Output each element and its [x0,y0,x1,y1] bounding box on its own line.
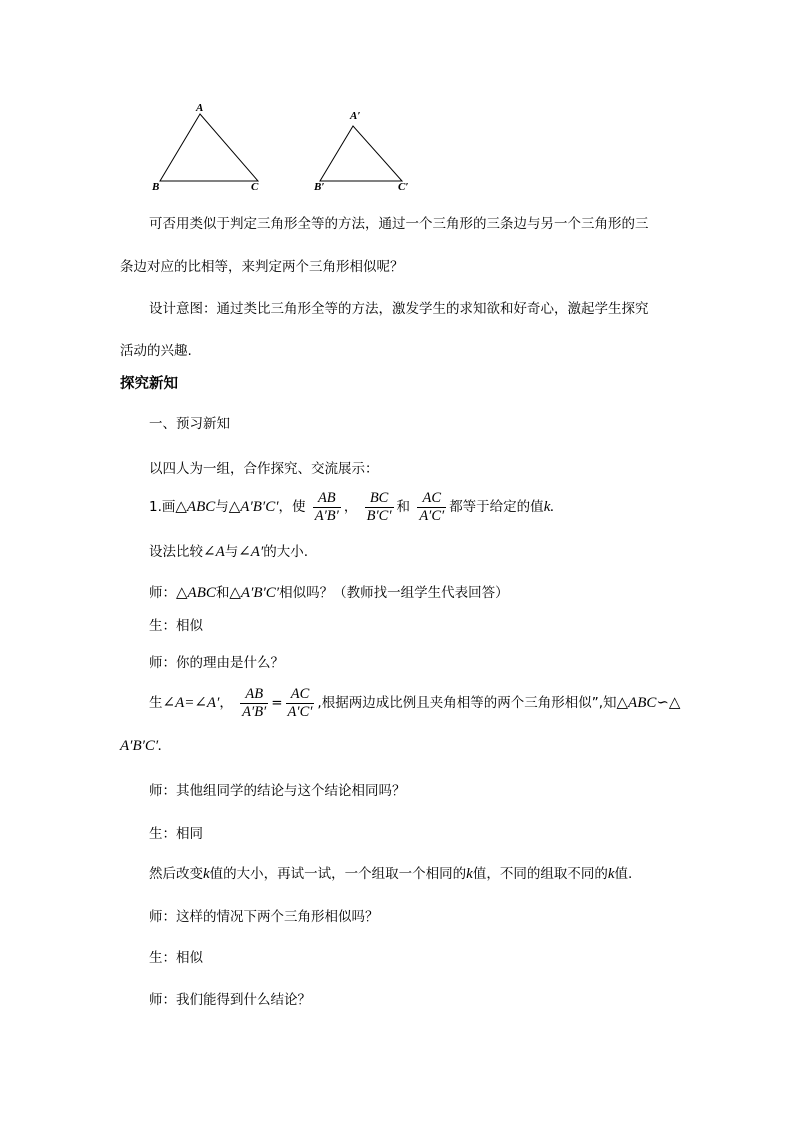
student-answer-3: 生：相同 [149,826,203,842]
teacher-question-1: 师：△ABC和△A′B′C′相似吗？（教师找一组学生代表回答） [149,585,509,601]
student-answer-4: 生：相似 [149,950,203,966]
change-k-instruction: 然后改变k值的大小，再试一试，一个组取一个相同的k值，不同的组取不同的k值. [149,866,633,882]
vertex-label-b-prime: B′ [314,181,325,193]
vertex-label-b: B [152,181,160,193]
fraction-ac-over-a-prime-c-prime: $\frac{AC}{A'C'}$ [419,489,445,524]
vertex-label-c-prime: C′ [398,181,409,193]
fraction-ab-over-a-prime-b-prime: $\frac{AB}{A'B'}$ [314,489,339,524]
task-make: ，使 [278,499,306,515]
section-title: 探究新知 [120,376,178,392]
k-value: k. [543,499,555,515]
subsection-title: 一、预习新知 [149,416,230,432]
intro-line-1: 可否用类似于判定三角形全等的方法，通过一个三角形的三条边与另一个三角形的三 [149,216,649,232]
compare-angles: 设法比较∠A与∠A′的大小. [149,544,309,560]
task-suffix: 都等于给定的值 [449,499,544,515]
task-with: 与 [215,499,229,515]
vertex-label-a: A [196,102,204,114]
student-answer-2-continued: A′B′C′. [120,738,162,754]
triangle-a-prime-ref: △A′B′C′ [228,499,279,515]
vertex-label-a-prime: A′ [350,110,361,122]
fraction-ac-over-a-prime-c-prime-2: $\frac{AC}{A'C'}$ [287,685,313,720]
triangle-a-prime-b-prime-c-prime [320,126,402,181]
student-answer-2: 生∠A=∠A′， $\frac{AB}{A'B'}$ = $\frac{AC}{A'C'}$ ,根据两边成比例且夹角相等的两个三角形相似”,知△ABC∽△ [149,685,681,720]
design-intent-line-1: 设计意图：通过类比三角形全等的方法，激发学生的求知欲和好奇心，激起学生探究 [149,301,649,317]
fraction-bc-over-b-prime-c-prime: $\frac{BC}{B'C'}$ [366,489,392,524]
design-intent-line-2: 活动的兴趣. [120,343,192,359]
teacher-question-3: 师：其他组同学的结论与这个结论相同吗？ [149,783,406,799]
teacher-question-5: 师：我们能得到什么结论？ [149,992,311,1008]
student-answer-1: 生：相似 [149,618,203,634]
intro-line-2: 条边对应的比相等，来判定两个三角形相似呢？ [120,259,404,275]
teacher-question-2: 师：你的理由是什么？ [149,655,284,671]
fraction-ab-over-a-prime-b-prime-2: $\frac{AB}{A'B'}$ [242,685,267,720]
vertex-label-c: C [251,181,259,193]
triangle-abc-ref: △ABC [175,499,216,515]
task-prefix: 1.画 [149,499,176,515]
teacher-question-4: 师：这样的情况下两个三角形相似吗？ [149,909,379,925]
group-instruction: 以四人为一组，合作探究、交流展示： [149,461,379,477]
triangles-figure [0,0,794,200]
triangle-abc [160,114,258,181]
task-1: 1.画△ABC与△A′B′C′，使 $\frac{AB}{A'B'}$ ， $\frac{BC}{B'C'}$ 和 $\frac{AC}{A'C'}$ 都等于给定的值k. [149,489,555,524]
